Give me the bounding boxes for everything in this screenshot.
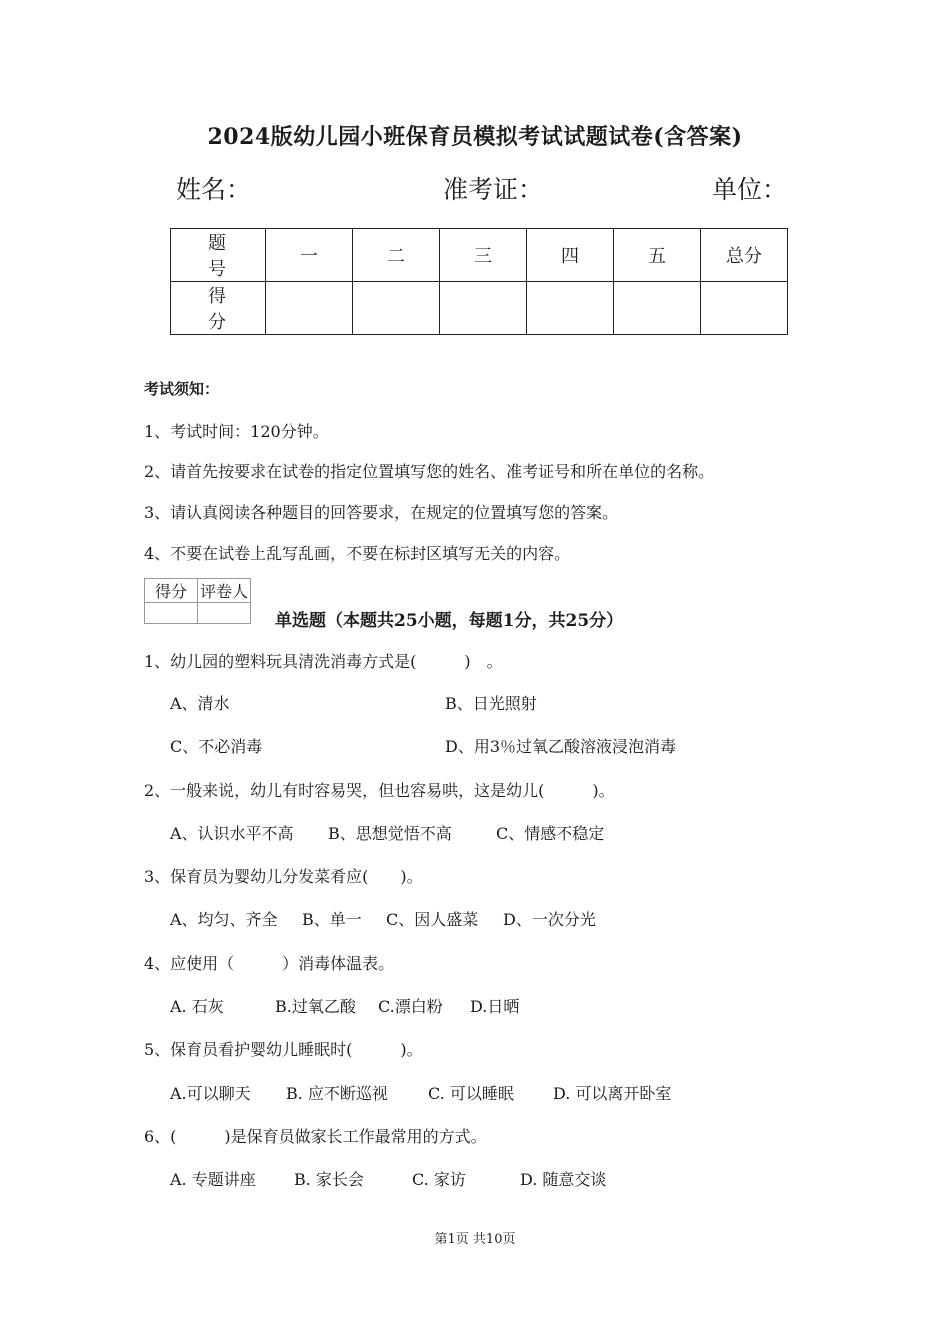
notice-heading: 考试须知：: [144, 380, 220, 398]
question-option[interactable]: C、因人盛菜: [386, 910, 479, 929]
question-option[interactable]: A. 石灰: [170, 997, 224, 1016]
score-table-col-5: 五: [614, 229, 701, 282]
question-option[interactable]: D、用3％过氧乙酸溶液浸泡消毒: [445, 737, 677, 756]
question-option[interactable]: C.漂白粉: [378, 997, 443, 1016]
question-stem: 5、保育员看护婴幼儿睡眠时( )。: [144, 1040, 423, 1059]
notice-item: 4、不要在试卷上乱写乱画，不要在标封区填写无关的内容。: [144, 544, 571, 563]
question-option[interactable]: C、情感不稳定: [496, 824, 605, 843]
exam-id-field-label: 准考证：: [443, 175, 544, 204]
score-table-col-4: 四: [527, 229, 614, 282]
question-option[interactable]: A、均匀、齐全: [170, 910, 278, 929]
score-table-score-row: [171, 282, 788, 335]
question-stem: 4、应使用（ ）消毒体温表。: [144, 954, 395, 973]
score-table: [170, 228, 788, 335]
question-stem: 3、保育员为婴幼儿分发菜肴应( )。: [144, 867, 423, 886]
question-option[interactable]: B、思想觉悟不高: [328, 824, 452, 843]
score-row-label: 得 分: [171, 282, 266, 335]
score-table-header-label: 题 号: [171, 229, 266, 282]
question-option[interactable]: B、日光照射: [445, 694, 537, 713]
question-option[interactable]: C、不必消毒: [170, 737, 263, 756]
notice-item: 1、考试时间：120分钟。: [144, 422, 329, 441]
question-stem: 6、( )是保育员做家长工作最常用的方式。: [144, 1127, 487, 1146]
grader-reviewer-cell[interactable]: [198, 603, 251, 624]
question-option[interactable]: B. 家长会: [294, 1170, 364, 1189]
question-option[interactable]: D. 随意交谈: [520, 1170, 607, 1189]
score-table-col-2: 二: [353, 229, 440, 282]
grader-box: [144, 578, 251, 624]
grader-reviewer-label: 评卷人: [198, 579, 251, 603]
question-stem: 2、一般来说，幼儿有时容易哭，但也容易哄，这是幼儿( )。: [144, 781, 615, 800]
unit-field-label: 单位：: [712, 175, 788, 204]
score-table-header-row: [171, 229, 788, 282]
document-title: 2024版幼儿园小班保育员模拟考试试题试卷(含答案): [207, 124, 743, 150]
score-table-col-3: 三: [440, 229, 527, 282]
name-field-label: 姓名：: [176, 175, 252, 204]
score-cell-3[interactable]: [440, 282, 527, 335]
score-cell-5[interactable]: [614, 282, 701, 335]
question-option[interactable]: D. 可以离开卧室: [553, 1084, 672, 1103]
question-option[interactable]: C. 家访: [412, 1170, 466, 1189]
question-option[interactable]: A、认识水平不高: [170, 824, 294, 843]
question-option[interactable]: D.日晒: [470, 997, 520, 1016]
score-table-col-1: 一: [266, 229, 353, 282]
question-option[interactable]: D、一次分光: [503, 910, 596, 929]
score-cell-4[interactable]: [527, 282, 614, 335]
section-title: 单选题（本题共25小题，每题1分，共25分）: [275, 611, 624, 631]
grader-score-label: 得分: [145, 579, 198, 603]
notice-item: 2、请首先按要求在试卷的指定位置填写您的姓名、准考证号和所在单位的名称。: [144, 462, 715, 481]
question-stem: 1、幼儿园的塑料玩具清洗消毒方式是( ) 。: [144, 652, 503, 671]
score-table-col-total: 总分: [701, 229, 788, 282]
question-option[interactable]: B、单一: [302, 910, 362, 929]
notice-item: 3、请认真阅读各种题目的回答要求，在规定的位置填写您的答案。: [144, 503, 619, 522]
question-option[interactable]: C. 可以睡眠: [428, 1084, 514, 1103]
page-number: 第1页 共10页: [434, 1232, 516, 1247]
question-option[interactable]: A. 专题讲座: [170, 1170, 256, 1189]
question-option[interactable]: B.过氧乙酸: [275, 997, 356, 1016]
question-option[interactable]: B. 应不断巡视: [286, 1084, 388, 1103]
grader-score-cell[interactable]: [145, 603, 198, 624]
question-option[interactable]: A.可以聊天: [170, 1084, 251, 1103]
score-cell-2[interactable]: [353, 282, 440, 335]
question-option[interactable]: A、清水: [170, 694, 230, 713]
score-cell-total[interactable]: [701, 282, 788, 335]
